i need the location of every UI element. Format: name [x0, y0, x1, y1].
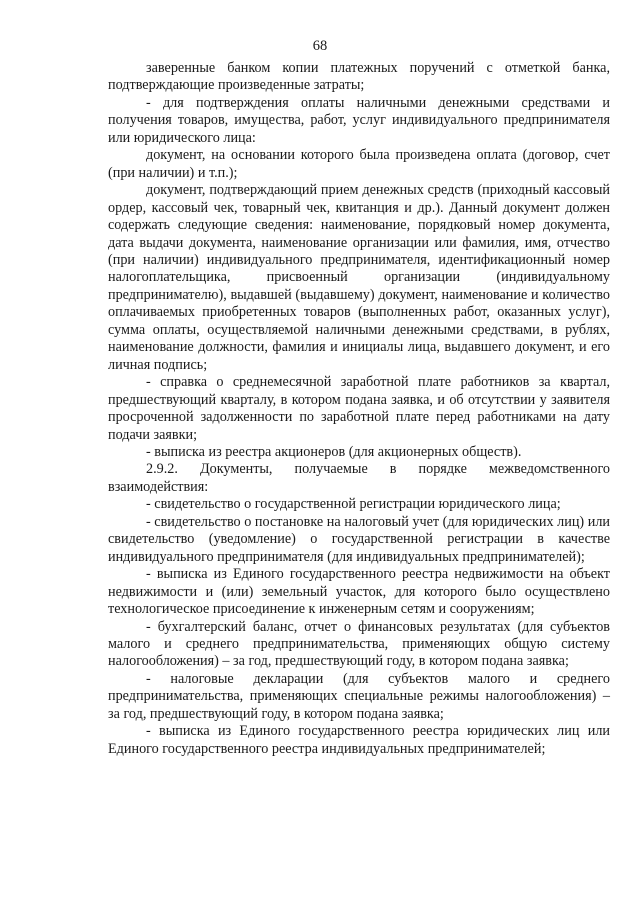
- paragraph: - налоговые декларации (для субъектов малого и среднего предпринимательства, применяющих специальные режимы налогообложения) – за год, предшествующий году, в котором подана заявка;: [108, 670, 610, 722]
- paragraph: - свидетельство о государственной регистрации юридического лица;: [146, 496, 561, 513]
- page-number: 68: [312, 38, 328, 54]
- paragraph: - бухгалтерский баланс, отчет о финансовых результатах (для субъектов малого и среднего предпринимательства, применяющих общую систему налогообложения) – за год, предшествующий году, в котором подана заявка;: [108, 618, 610, 670]
- paragraph: документ, подтверждающий прием денежных средств (приходный кассовый ордер, кассовый чек, товарный чек, квитанция и др.). Данный документ должен содержать следующие сведения: наименование, порядковый номер документа, дата выдачи документа, наименование организации или фамилия, имя, отчество (при наличии) индивидуального предпринимателя, идентификационный номер налогоплательщика, присвоенный организации (индивидуальному предпринимателю), выдавшей (выдавшему) документ, наименование и количество оплачиваемых приобретенных товаров (выполненных работ, оказанных услуг), сумма оплаты, осуществляемой наличными денежными средствами, в рублях, наименование должности, фамилия и инициалы лица, выдавшего документ, и его личная подпись;: [108, 182, 610, 373]
- paragraph: заверенные банком копии платежных поручений с отметкой банка, подтверждающие произведенные затраты;: [108, 60, 610, 94]
- section-heading-paragraph: 2.9.2. Документы, получаемые в порядке межведомственного взаимодействия:: [108, 461, 610, 495]
- paragraph: - выписка из Единого государственного реестра юридических лиц или Единого государственного реестра индивидуальных предпринимателей;: [108, 723, 610, 757]
- paragraph: - выписка из реестра акционеров (для акционерных обществ).: [146, 443, 522, 460]
- paragraph: документ, на основании которого была произведена оплата (договор, счет (при наличии) и т.п.);: [108, 147, 610, 181]
- paragraph: - выписка из Единого государственного реестра недвижимости на объект недвижимости и (или) земельный участок, для которого было осуществлено технологическое присоединение к инженерным сетям и сооружениям;: [108, 566, 610, 618]
- paragraph: - справка о среднемесячной заработной плате работников за квартал, предшествующий кварталу, в котором подана заявка, и об отсутствии у заявителя просроченной задолженности по заработной плате перед работниками на дату подачи заявки;: [108, 374, 610, 443]
- paragraph: - свидетельство о постановке на налоговый учет (для юридических лиц) или свидетельство (уведомление) о государственной регистрации в качестве индивидуального предпринимателя (для индивидуальных предпринимателей);: [108, 513, 610, 565]
- document-body: [108, 60, 610, 758]
- paragraph: - для подтверждения оплаты наличными денежными средствами и получения товаров, имущества, работ, услуг индивидуального предпринимателя или юридического лица:: [108, 94, 610, 146]
